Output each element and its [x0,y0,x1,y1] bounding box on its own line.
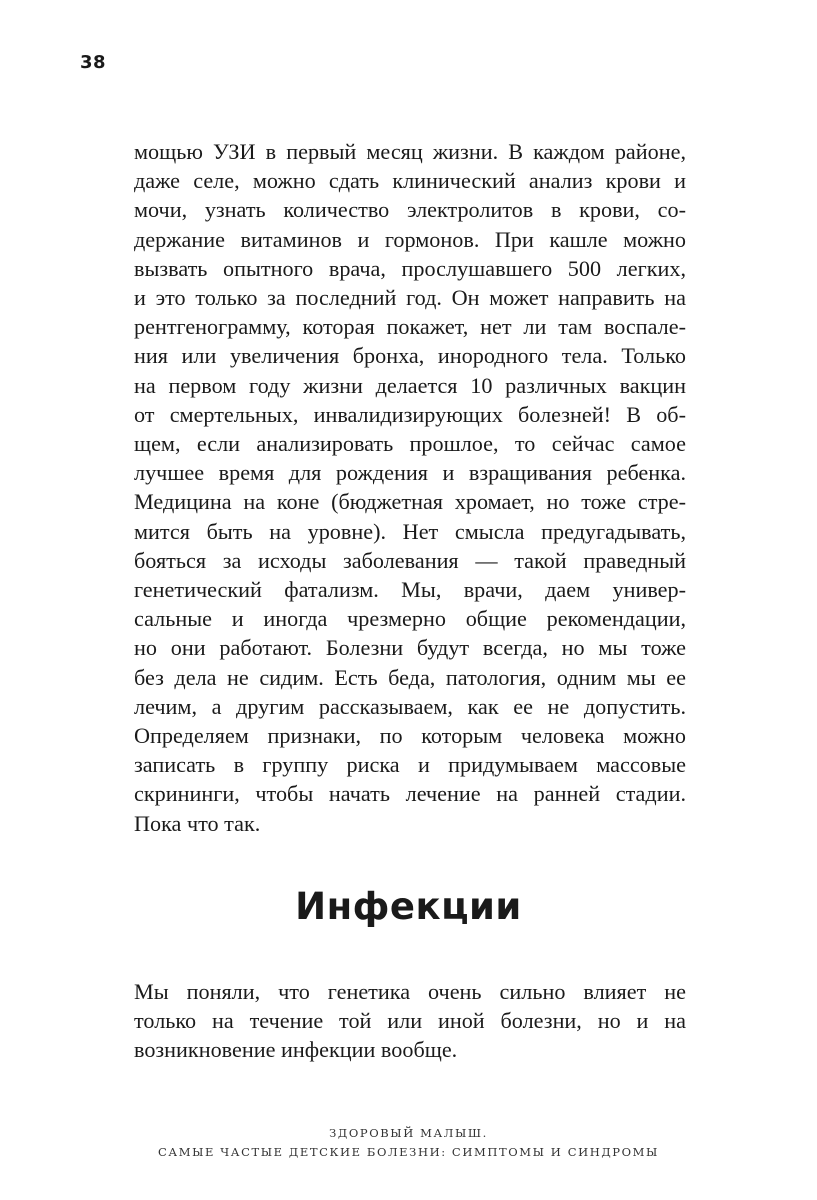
footer-book-title: ЗДОРОВЫЙ МАЛЫШ. [329,1126,488,1140]
section-heading: Инфекции [295,885,522,928]
text-line: мочи, узнать количество электролитов в крови, со- [134,197,686,223]
text-line: на первом году жизни делается 10 различных вакцин [134,372,686,398]
text-line: ния или увеличения бронха, инородного тела. Только [134,343,686,369]
text-line: бояться за исходы заболевания — такой праведный [134,547,686,573]
body-paragraph-2 [134,977,686,1065]
text-line: сальные и иногда чрезмерно общие рекомендации, [134,606,686,632]
text-line: мощью УЗИ в первый месяц жизни. В каждом районе, [134,139,686,164]
text-line: записать в группу риска и придумываем массовые [134,752,686,778]
text-line: и это только за последний год. Он может направить на [134,285,686,311]
text-line: рентгенограмму, которая покажет, нет ли там воспале- [134,314,686,340]
text-line: Пока что так. [134,810,261,836]
body-paragraph-1 [134,137,686,838]
page-number: 38 [80,52,107,73]
text-line: Мы поняли, что генетика очень сильно влияет не [134,979,686,1004]
text-line: даже селе, можно сдать клинический анализ крови и [134,168,686,194]
text-line: но они работают. Болезни будут всегда, но мы тоже [134,635,686,661]
text-line: щем, если анализировать прошлое, то сейчас самое [134,431,686,457]
text-line: вызвать опытного врача, прослушавшего 500 легких, [134,255,686,281]
text-line: только на течение той или иной болезни, но и на [134,1008,686,1034]
text-line: держание витаминов и гормонов. При кашле можно [134,226,686,252]
text-line: лечим, а другим рассказываем, как ее не допустить. [134,693,686,719]
footer-book-subtitle: САМЫЕ ЧАСТЫЕ ДЕТСКИЕ БОЛЕЗНИ: СИМПТОМЫ И СИНДРОМЫ [158,1145,659,1159]
text-line: генетический фатализм. Мы, врачи, даем универ- [134,577,686,603]
text-line: Определяем признаки, по которым человека можно [134,723,686,749]
text-line: лучшее время для рождения и взращивания ребенка. [134,460,686,486]
text-line: без дела не сидим. Есть беда, патология, одним мы ее [134,664,686,690]
text-line: мится быть на уровне). Нет смысла предугадывать, [134,518,686,544]
text-line: возникновение инфекции вообще. [134,1037,458,1063]
text-line: Медицина на коне (бюджетная хромает, но тоже стре- [134,489,686,515]
text-line: от смертельных, инвалидизирующих болезней! В об- [134,401,686,427]
text-line: скрининги, чтобы начать лечение на ранней стадии. [134,781,686,807]
